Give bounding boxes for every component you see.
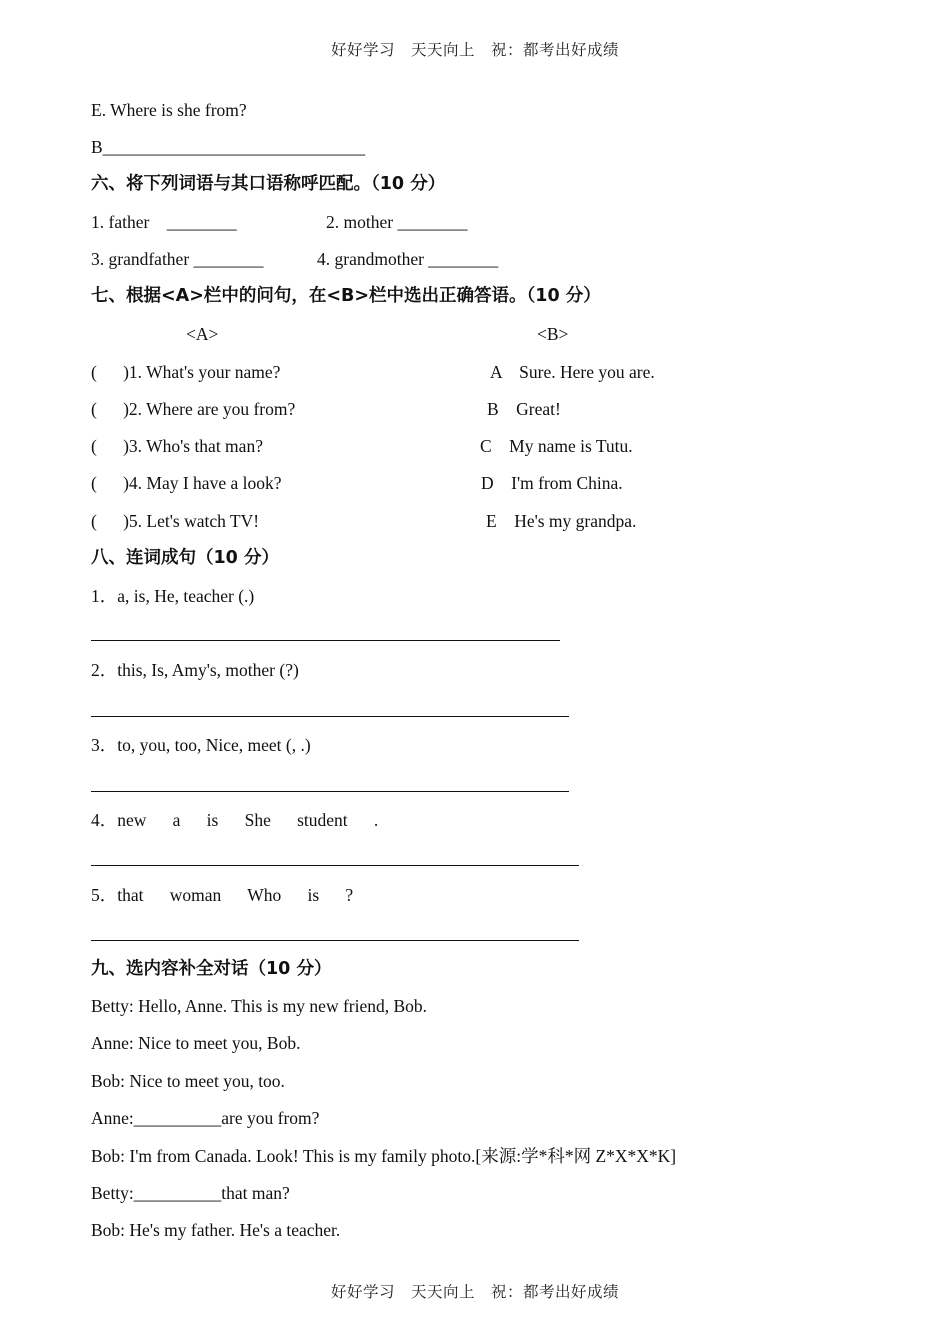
answer-option: C My name is Tutu.: [480, 436, 633, 456]
dialogue-line: Bob: I'm from Canada. Look! This is my family photo.[来源:学*科*网 Z*X*X*K]: [91, 1146, 677, 1166]
question-row: ( )1. What's your name?: [91, 362, 281, 382]
question-row: ( )2. Where are you from?: [91, 399, 296, 419]
column-b-header: <B>: [537, 324, 569, 344]
dialogue-line: Betty: Hello, Anne. This is my new friend, Bob.: [91, 996, 428, 1016]
answer-line: [91, 640, 560, 641]
answer-option: A Sure. Here you are.: [490, 362, 655, 382]
section-9-title: 九、选内容补全对话（10 分）: [91, 959, 332, 979]
answer-option: D I'm from China.: [481, 473, 623, 493]
match-item-1: 1. father ________: [91, 212, 237, 232]
word-order-item: 4．new a is She student .: [91, 810, 379, 830]
column-a-header: <A>: [186, 324, 219, 344]
question-row: ( )3. Who's that man?: [91, 436, 263, 456]
word-order-item: 2．this, Is, Amy's, mother (?): [91, 660, 299, 680]
dialogue-line: Betty:__________that man?: [91, 1183, 290, 1203]
section-8-title: 八、连词成句（10 分）: [91, 548, 279, 568]
section-6-title: 六、将下列词语与其口语称呼匹配。（10 分）: [91, 174, 446, 194]
match-item-4: 4. grandmother ________: [317, 249, 499, 269]
dialogue-line: Bob: He's my father. He's a teacher.: [91, 1220, 341, 1240]
answer-option: E He's my grandpa.: [486, 511, 637, 531]
dialogue-line: Anne: Nice to meet you, Bob.: [91, 1033, 301, 1053]
option-e-line: E. Where is she from?: [91, 100, 247, 120]
dialogue-line: Anne:__________are you from?: [91, 1108, 320, 1128]
page-footer: 好好学习 天天向上 祝：都考出好成绩: [330, 1283, 619, 1301]
page-header: 好好学习 天天向上 祝：都考出好成绩: [330, 41, 619, 59]
question-row: ( )4. May I have a look?: [91, 473, 282, 493]
match-item-2: 2. mother ________: [326, 212, 468, 232]
word-order-item: 1．a, is, He, teacher (.): [91, 586, 255, 606]
answer-line: [91, 940, 579, 941]
answer-line: [91, 865, 579, 866]
word-order-item: 5．that woman Who is ?: [91, 885, 354, 905]
word-order-item: 3．to, you, too, Nice, meet (, .): [91, 735, 311, 755]
answer-line: [91, 791, 569, 792]
dialogue-line: Bob: Nice to meet you, too.: [91, 1071, 285, 1091]
match-item-3: 3. grandfather ________: [91, 249, 264, 269]
answer-line: [91, 716, 569, 717]
section-7-title: 七、根据<A>栏中的问句，在<B>栏中选出正确答语。（10 分）: [91, 286, 601, 306]
answer-b-blank: B______________________________: [91, 137, 366, 157]
answer-option: B Great!: [487, 399, 561, 419]
question-row: ( )5. Let's watch TV!: [91, 511, 260, 531]
